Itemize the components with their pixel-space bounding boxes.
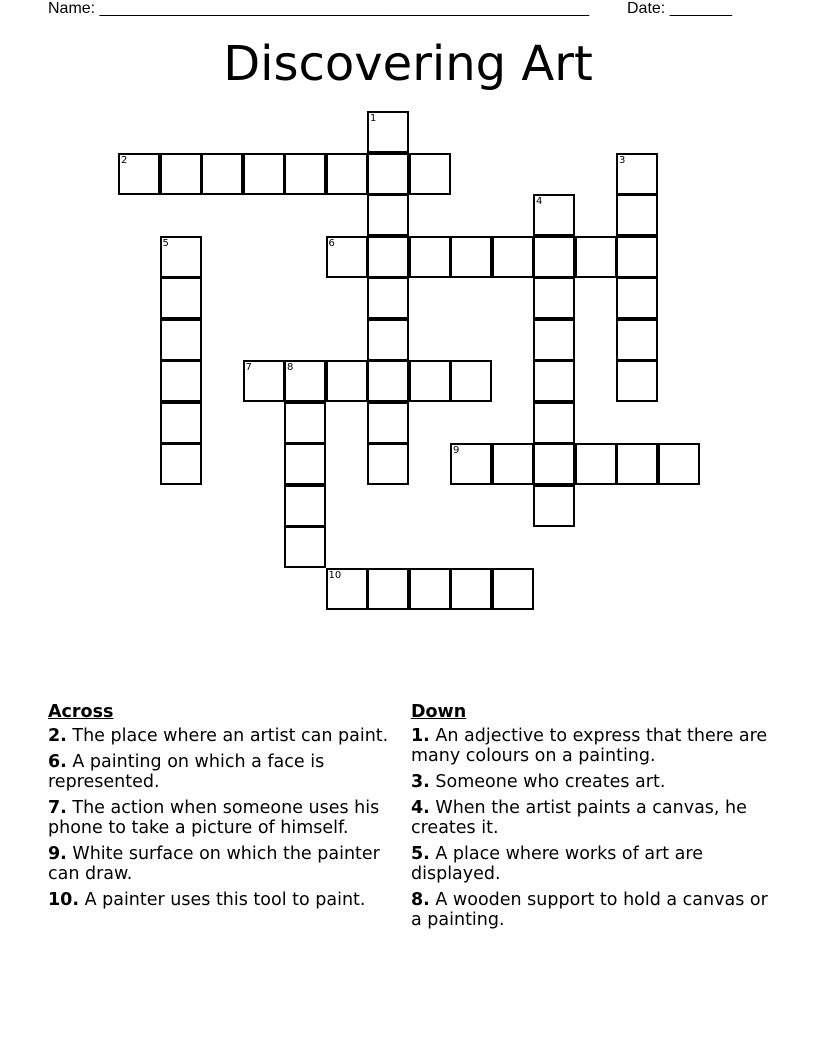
grid-cell[interactable] <box>367 443 409 485</box>
grid-cell[interactable] <box>367 153 409 195</box>
grid-cell[interactable] <box>616 360 658 402</box>
clue-text: The place where an artist can paint. <box>66 726 389 746</box>
cell-number: 10 <box>328 569 342 581</box>
grid-cell[interactable] <box>284 443 326 485</box>
clue-number: 1. <box>411 726 430 746</box>
grid-cell[interactable] <box>492 568 534 610</box>
clue-number: 6. <box>48 752 67 772</box>
clue-number: 3. <box>411 772 430 792</box>
grid-cell[interactable] <box>326 360 368 402</box>
grid-cell[interactable] <box>575 236 617 278</box>
grid-cell[interactable] <box>616 319 658 361</box>
across-clue <box>48 844 408 884</box>
grid-cell[interactable] <box>533 319 575 361</box>
grid-cell[interactable] <box>409 360 451 402</box>
clue-number: 2. <box>48 726 67 746</box>
cell-number: 8 <box>287 362 294 373</box>
grid-cell[interactable] <box>409 236 451 278</box>
grid-cell[interactable] <box>367 360 409 402</box>
grid-cell[interactable] <box>243 360 285 402</box>
grid-cell[interactable] <box>450 443 492 485</box>
cell-number: 7 <box>245 362 252 373</box>
across-clues <box>48 702 408 916</box>
grid-cell[interactable] <box>160 443 202 485</box>
grid-cell[interactable] <box>575 443 617 485</box>
grid-cell[interactable] <box>284 526 326 568</box>
down-clue <box>411 844 781 884</box>
grid-cell[interactable] <box>533 402 575 444</box>
clue-text: Someone who creates art. <box>429 772 666 792</box>
name-field-label: Name: _______________________________________________________ <box>48 0 589 17</box>
grid-cell[interactable] <box>533 277 575 319</box>
clue-number: 9. <box>48 844 67 864</box>
cell-number: 9 <box>453 445 460 456</box>
down-heading: Down <box>411 702 467 722</box>
grid-cell[interactable] <box>450 568 492 610</box>
cell-number: 2 <box>121 154 128 166</box>
across-clue <box>48 726 408 746</box>
grid-cell[interactable] <box>409 568 451 610</box>
clue-text: The action when someone uses his phone to take a picture of himself. <box>48 798 380 838</box>
grid-cell[interactable] <box>243 153 285 195</box>
cell-number: 6 <box>328 237 335 249</box>
grid-cell[interactable] <box>284 402 326 444</box>
grid-cell[interactable] <box>492 443 534 485</box>
cell-number: 1 <box>370 113 377 124</box>
cell-number: 5 <box>162 237 169 249</box>
grid-cell[interactable] <box>284 153 326 195</box>
across-clue <box>48 752 408 792</box>
grid-cell[interactable] <box>284 360 326 402</box>
clue-text: White surface on which the painter can draw. <box>48 844 380 884</box>
grid-cell[interactable] <box>367 319 409 361</box>
grid-cell[interactable] <box>160 402 202 444</box>
page-title: Discovering Art <box>223 36 593 92</box>
clue-text: A painter uses this tool to paint. <box>79 890 366 910</box>
clue-number: 5. <box>411 844 430 864</box>
down-clue <box>411 772 781 792</box>
grid-cell[interactable] <box>616 443 658 485</box>
clue-text: An adjective to express that there are many colours on a painting. <box>411 726 768 766</box>
grid-cell[interactable] <box>533 194 575 236</box>
grid-cell[interactable] <box>450 360 492 402</box>
cell-number: 3 <box>619 154 626 166</box>
grid-cell[interactable] <box>533 485 575 527</box>
grid-cell[interactable] <box>160 277 202 319</box>
grid-cell[interactable] <box>492 236 534 278</box>
clue-number: 7. <box>48 798 67 818</box>
grid-cell[interactable] <box>367 568 409 610</box>
grid-cell[interactable] <box>616 153 658 195</box>
grid-cell[interactable] <box>367 236 409 278</box>
down-clues <box>411 702 781 936</box>
grid-cell[interactable] <box>160 153 202 195</box>
grid-cell[interactable] <box>658 443 700 485</box>
grid-cell[interactable] <box>284 485 326 527</box>
grid-cell[interactable] <box>160 319 202 361</box>
grid-cell[interactable] <box>367 111 409 153</box>
across-clue <box>48 798 408 838</box>
across-clue <box>48 890 408 910</box>
down-clue <box>411 726 781 766</box>
grid-cell[interactable] <box>533 236 575 278</box>
down-clue <box>411 890 781 930</box>
clue-number: 4. <box>411 798 430 818</box>
grid-cell[interactable] <box>409 153 451 195</box>
cell-number: 4 <box>536 196 543 207</box>
clue-number: 10. <box>48 890 80 910</box>
grid-cell[interactable] <box>616 236 658 278</box>
clue-text: A wooden support to hold a canvas or a painting. <box>411 890 768 930</box>
grid-cell[interactable] <box>367 402 409 444</box>
clue-number: 8. <box>411 890 430 910</box>
grid-cell[interactable] <box>367 277 409 319</box>
grid-cell[interactable] <box>533 360 575 402</box>
clue-text: A place where works of art are displayed. <box>411 844 703 884</box>
grid-cell[interactable] <box>160 236 202 278</box>
grid-cell[interactable] <box>367 194 409 236</box>
grid-cell[interactable] <box>616 194 658 236</box>
clue-text: A painting on which a face is represented. <box>48 752 325 792</box>
grid-cell[interactable] <box>326 568 368 610</box>
grid-cell[interactable] <box>616 277 658 319</box>
date-field-label: Date: _______ <box>627 0 732 17</box>
grid-cell[interactable] <box>326 153 368 195</box>
across-heading: Across <box>48 702 114 722</box>
grid-cell[interactable] <box>118 153 160 195</box>
grid-cell[interactable] <box>326 236 368 278</box>
grid-cell[interactable] <box>450 236 492 278</box>
grid-cell[interactable] <box>160 360 202 402</box>
grid-cell[interactable] <box>201 153 243 195</box>
clue-text: When the artist paints a canvas, he creates it. <box>411 798 747 838</box>
down-clue <box>411 798 781 838</box>
grid-cell[interactable] <box>533 443 575 485</box>
